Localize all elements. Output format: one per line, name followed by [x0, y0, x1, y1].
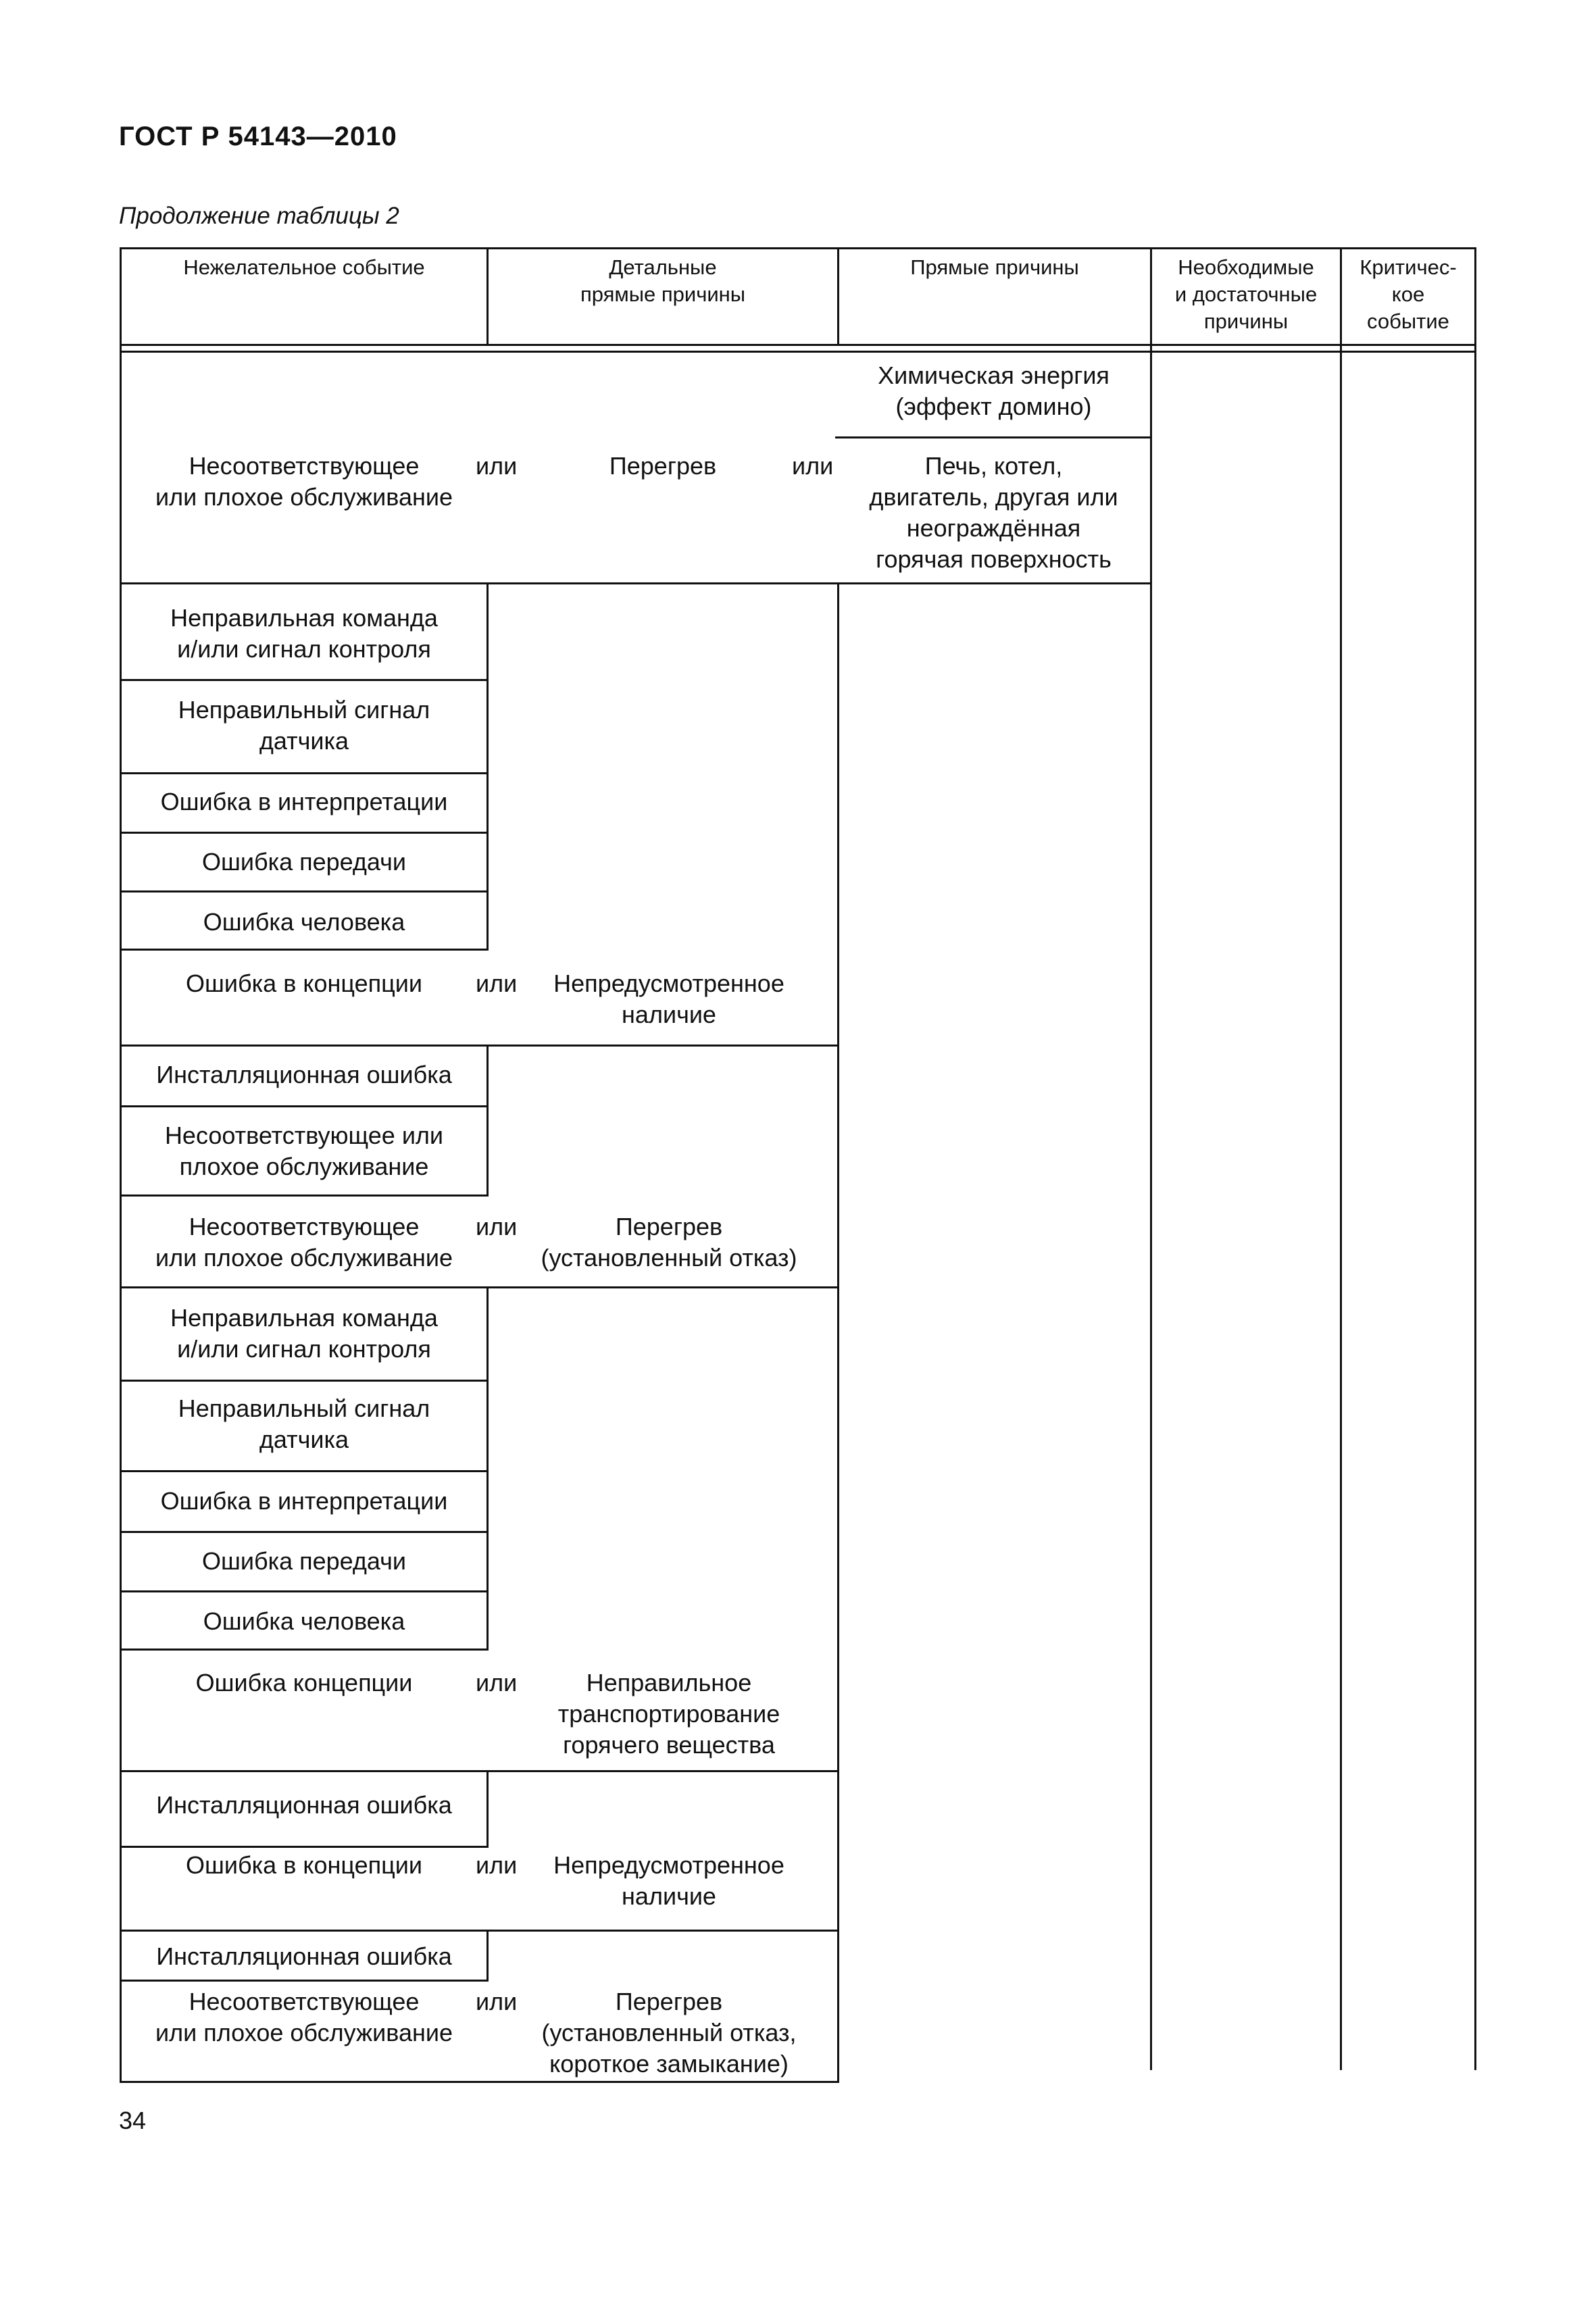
cell-detailed-cause: Перегрев (установленный отказ): [541, 1213, 797, 1272]
or-connector: или: [476, 1851, 518, 1879]
grid-line: [120, 1470, 489, 1472]
cell-undesired-event: Неправильный сигнал датчика: [178, 1394, 430, 1453]
column-header: Критичес- кое событие: [1360, 255, 1457, 333]
grid-line: [120, 1380, 489, 1382]
grid-line: [120, 1649, 489, 1651]
cell-undesired-event: Ошибка в интерпретации: [160, 788, 448, 815]
table-caption: Продолжение таблицы 2: [119, 203, 399, 229]
column-header: Необходимые и достаточные причины: [1174, 255, 1318, 333]
cell-detailed-cause: Перегрев (установленный отказ, короткое замыкание): [541, 1988, 797, 2078]
header-rule: [120, 344, 1476, 346]
cell-undesired-event: Ошибка человека: [203, 1607, 405, 1635]
grid-line: [487, 582, 489, 949]
cell-undesired-event: Инсталляционная ошибка: [156, 1942, 452, 1970]
or-connector: или: [476, 1669, 518, 1696]
grid-line: [120, 582, 1152, 584]
grid-line: [120, 1930, 839, 1932]
column-header: Детальные прямые причины: [580, 255, 746, 306]
cell-undesired-event: Ошибка в концепции: [186, 1851, 422, 1879]
cell-direct-cause: Химическая энергия (эффект домино): [878, 361, 1109, 420]
grid-line: [120, 1770, 839, 1772]
cell-undesired-event: Неправильная команда и/или сигнал контроля: [170, 1304, 438, 1363]
cell-undesired-event: Инсталляционная ошибка: [156, 1061, 452, 1088]
cell-undesired-event: Ошибка в концепции: [186, 970, 422, 997]
cell-undesired-event: Ошибка передачи: [201, 848, 407, 876]
grid-line: [120, 1045, 839, 1047]
grid-line: [120, 2081, 839, 2083]
cell-undesired-event: Неправильный сигнал датчика: [178, 696, 430, 755]
cell-undesired-event: Несоответствующее или плохое обслуживание: [155, 1213, 453, 1272]
grid-line: [120, 1531, 489, 1533]
grid-line: [120, 832, 489, 834]
cell-undesired-event: Несоответствующее или плохое обслуживание: [164, 1122, 444, 1180]
grid-line: [120, 1194, 489, 1197]
grid-line: [120, 949, 489, 951]
cell-undesired-event: Инсталляционная ошибка: [156, 1791, 452, 1819]
grid-line: [120, 1105, 489, 1107]
cell-detailed-cause: Непредусмотренное наличие: [553, 1851, 784, 1910]
grid-line: [1150, 247, 1152, 2070]
grid-line: [487, 1286, 489, 1649]
cell-detailed-cause: Неправильное транспортирование горячего вещества: [557, 1669, 780, 1759]
grid-line: [120, 1286, 839, 1288]
grid-line: [1340, 247, 1342, 2070]
cell-undesired-event: Ошибка передачи: [201, 1547, 407, 1575]
cell-undesired-event: Несоответствующее или плохое обслуживание: [155, 1988, 453, 2046]
cell-undesired-event: Ошибка в интерпретации: [160, 1487, 448, 1515]
grid-line: [120, 890, 489, 892]
grid-line: [120, 772, 489, 774]
cell-direct-cause: Печь, котел, двигатель, другая или неограждённая горячая поверхность: [869, 452, 1118, 573]
header-rule: [120, 351, 1476, 353]
cell-undesired-event: Несоответствующее или плохое обслуживание: [155, 452, 453, 511]
grid-line: [120, 1846, 489, 1848]
grid-line: [835, 436, 1152, 438]
cell-undesired-event: Ошибка человека: [203, 908, 405, 936]
or-connector: или: [476, 970, 518, 997]
or-connector: или: [792, 452, 834, 480]
or-connector: или: [476, 1988, 518, 2015]
document-code: ГОСТ Р 54143—2010: [119, 122, 397, 151]
grid-line: [487, 1930, 489, 1980]
grid-line: [120, 1980, 489, 1982]
cell-undesired-event: Неправильная команда и/или сигнал контроля: [170, 604, 438, 663]
cell-undesired-event: Ошибка концепции: [195, 1669, 413, 1696]
or-connector: или: [476, 452, 518, 480]
grid-line: [487, 1770, 489, 1846]
grid-line: [120, 1590, 489, 1592]
cell-detailed-cause: Непредусмотренное наличие: [553, 970, 784, 1028]
grid-line: [1474, 247, 1476, 2070]
column-header: Нежелательное событие: [183, 255, 425, 279]
grid-line: [120, 679, 489, 681]
cell-detailed-cause: Перегрев: [609, 452, 717, 480]
or-connector: или: [476, 1213, 518, 1240]
grid-line: [487, 1045, 489, 1194]
column-header: Прямые причины: [910, 255, 1079, 279]
page-number: 34: [119, 2107, 147, 2134]
grid-line: [837, 582, 839, 2083]
